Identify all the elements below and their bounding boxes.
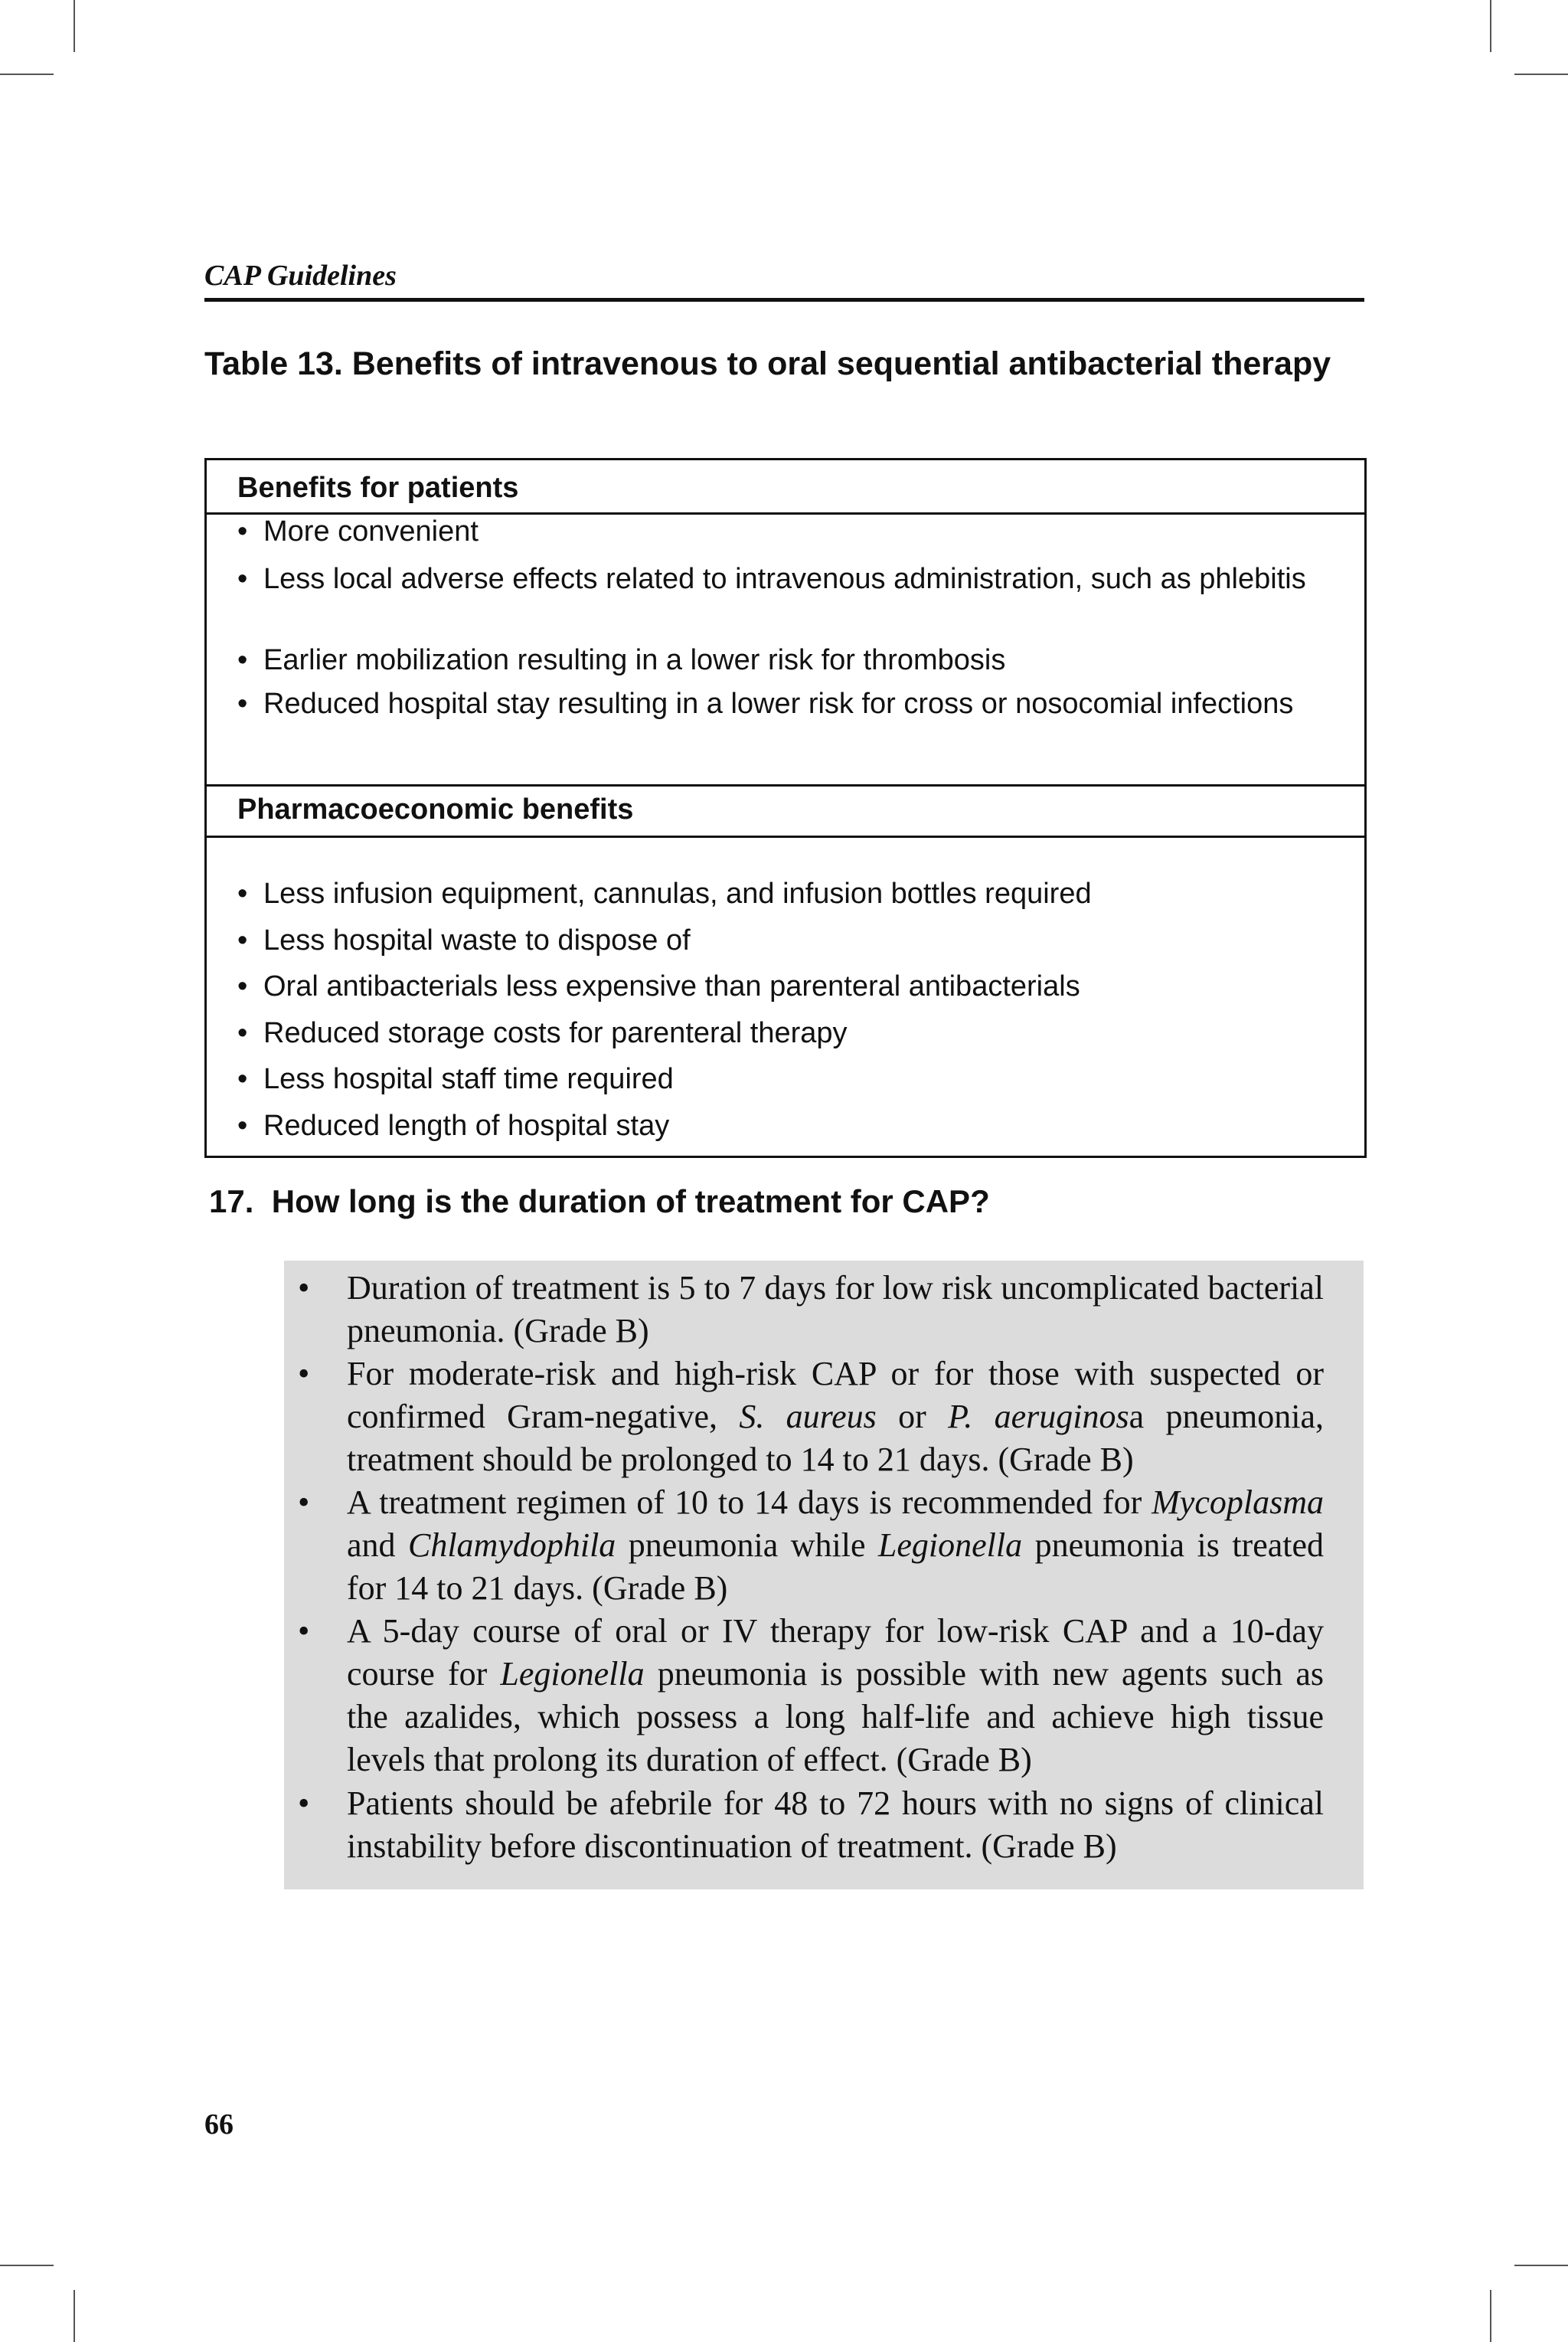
crop-mark: [1514, 2265, 1568, 2266]
crop-mark: [74, 2290, 75, 2342]
header-rule: [204, 298, 1364, 302]
question-text: How long is the duration of treatment for CAP?: [271, 1183, 990, 1219]
crop-mark: [0, 2265, 54, 2266]
answer-item: • For moderate-risk and high-risk CAP or for those with suspected or confirmed Gram-negative, S. aureus or P. aeruginosa pneumonia, treatment should be prolonged to 14 to 21 days. (Grade B): [298, 1355, 1324, 1478]
answer-item: • Patients should be afebrile for 48 to 72 hours with no signs of clinical instability before discontinuation of treatment. (Grade B): [298, 1784, 1324, 1865]
list-item: • Oral antibacterials less expensive than parenteral antibacterials: [237, 970, 1080, 1003]
crop-mark: [1514, 74, 1568, 75]
list-item: • Earlier mobilization resulting in a lower risk for thrombosis: [237, 644, 1006, 676]
table-title: Table 13. Benefits of intravenous to oral sequential antibacterial therapy: [204, 345, 1331, 382]
running-header: CAP Guidelines: [204, 260, 397, 292]
answer-item: • A 5-day course of oral or IV therapy for low-risk CAP and a 10-day course for Legionella pneumonia is possible with new agents such as the azalides, which possess a long half-life and achieve high tissue levels that prolong its duration of effect. (Grade B): [298, 1612, 1324, 1778]
list-item: • Reduced hospital stay resulting in a lower risk for cross or nosocomial infections: [237, 688, 1294, 720]
list-item: • Reduced length of hospital stay: [237, 1110, 670, 1142]
row-divider: [207, 836, 1364, 838]
benefits-table: [204, 458, 1367, 1158]
answer-box: [284, 1261, 1364, 1889]
crop-mark: [74, 0, 75, 52]
page-number: 66: [204, 2108, 234, 2141]
section-heading: Benefits for patients: [237, 472, 519, 504]
list-item: • Less local adverse effects related to intravenous administration, such as phlebitis: [237, 563, 1306, 595]
list-item: • Reduced storage costs for parenteral therapy: [237, 1017, 848, 1049]
list-item: • Less infusion equipment, cannulas, and infusion bottles required: [237, 878, 1092, 910]
list-item: • Less hospital staff time required: [237, 1063, 674, 1095]
row-divider: [207, 784, 1364, 787]
answer-item: • A treatment regimen of 10 to 14 days is recommended for Mycoplasma and Chlamydophila pneumonia while Legionella pneumonia is treated for 14 to 21 days. (Grade B): [298, 1483, 1325, 1607]
question-number: 17.: [209, 1183, 254, 1219]
crop-mark: [1490, 2290, 1491, 2342]
list-item: • Less hospital waste to dispose of: [237, 924, 691, 957]
answer-item: • Duration of treatment is 5 to 7 days for low risk uncomplicated bacterial pneumonia. (Grade B): [298, 1269, 1324, 1349]
section-heading: Pharmacoeconomic benefits: [237, 793, 634, 826]
list-item: • More convenient: [237, 515, 479, 548]
question-heading: [209, 1183, 990, 1220]
crop-mark: [0, 74, 54, 75]
crop-mark: [1490, 0, 1491, 52]
